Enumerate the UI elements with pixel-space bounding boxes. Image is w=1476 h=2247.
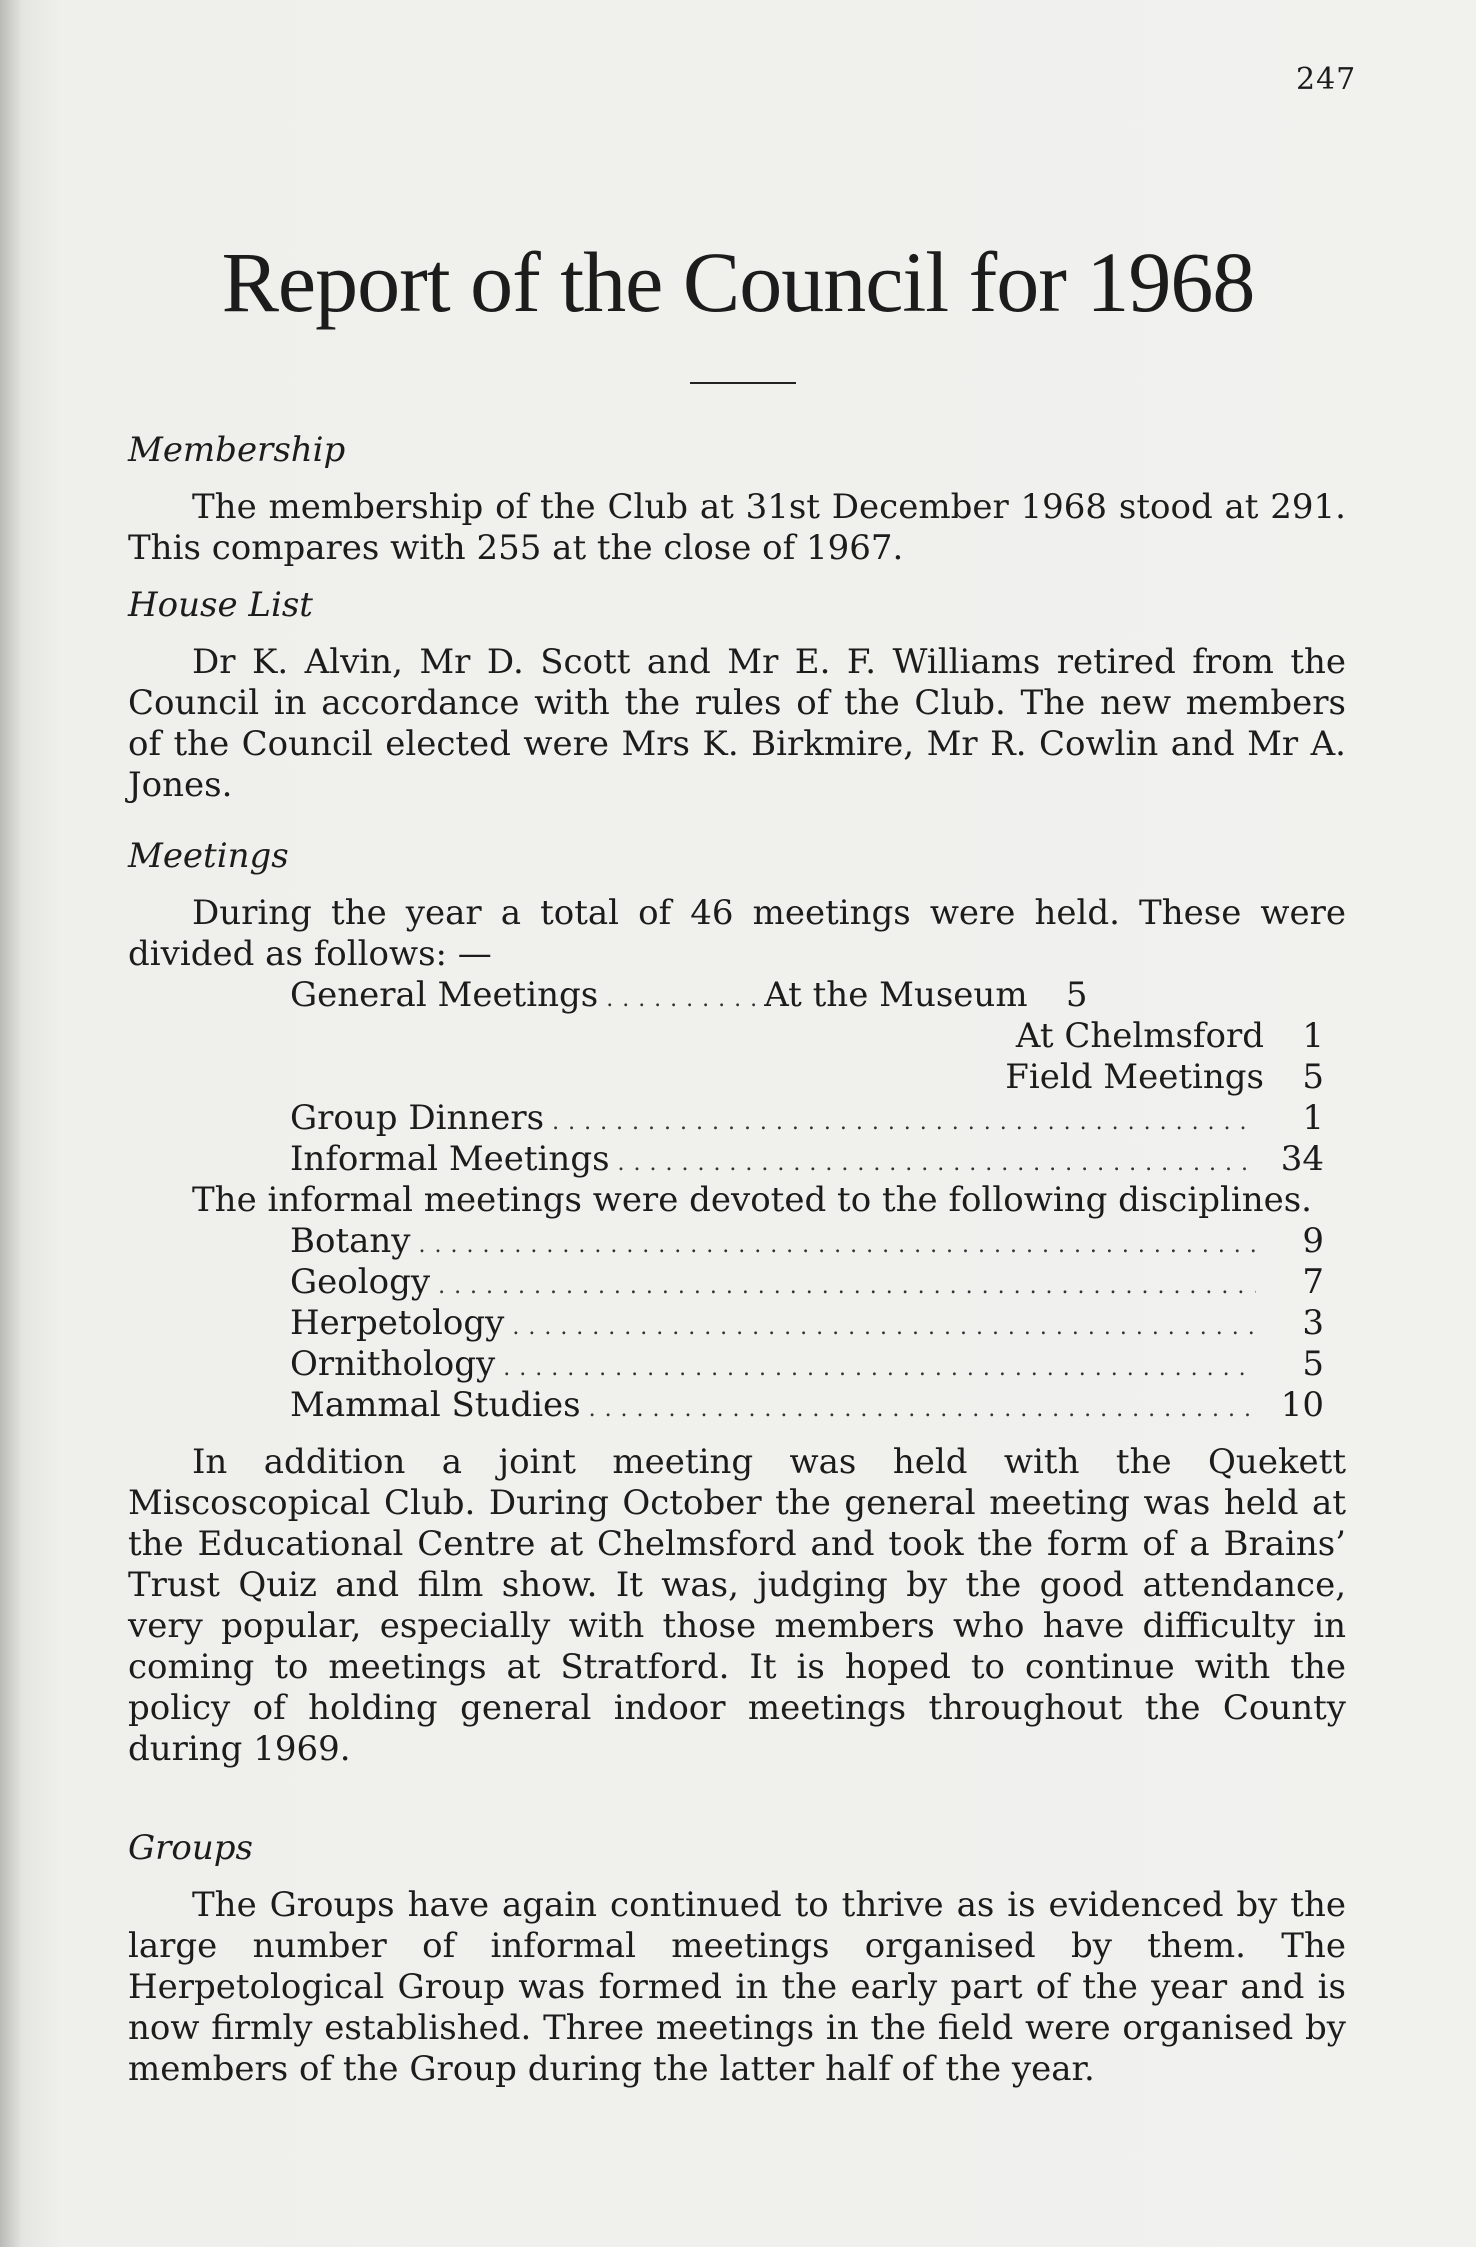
discipline-label: Herpetology <box>290 1303 505 1343</box>
meeting-location-label: At Chelmsford <box>1015 1016 1264 1056</box>
table-row <box>290 1098 1324 1139</box>
disciplines-intro-paragraph: The informal meetings were devoted to the following disciplines. <box>192 1180 1312 1220</box>
house-list-paragraph: Dr K. Alvin, Mr D. Scott and Mr E. F. Williams retired from the Council in accordance with the rules of the Club. The new members of the Council elected were Mrs K. Birkmire, Mr R. Cowlin and Mr A. Jones. <box>128 642 1346 805</box>
dot-leader <box>589 1389 1256 1430</box>
discipline-count: 3 <box>1302 1303 1324 1343</box>
meeting-count: 34 <box>1280 1139 1324 1179</box>
table-row <box>290 975 1324 1016</box>
groups-paragraph: The Groups have again continued to thrive as is evidenced by the large number of informal meetings organised by them. The Herpetological Group was formed in the early part of the year and is now firmly established. Three meetings in the field were organised by members of the Group during the latter half of the year. <box>128 1885 1346 2089</box>
disciplines-table <box>290 1221 1324 1426</box>
discipline-count: 10 <box>1280 1385 1324 1425</box>
groups-heading: Groups <box>128 1828 253 1868</box>
page-title: Report of the Council for 1968 <box>221 234 1255 330</box>
house-list-heading: House List <box>128 585 313 625</box>
meetings-heading: Meetings <box>128 836 289 876</box>
meeting-type-label: Group Dinners <box>290 1098 545 1138</box>
table-row <box>290 1221 1324 1262</box>
meeting-type-label: Informal Meetings <box>290 1139 610 1179</box>
meeting-count: 1 <box>1302 1098 1324 1138</box>
table-row <box>290 1016 1324 1057</box>
dot-leader <box>618 1143 1256 1184</box>
meetings-closing-paragraph: In addition a joint meeting was held with the Quekett Miscoscopical Club. During October the general meeting was held at the Educational Centre at Chelmsford and took the form of a Brains’ Trust Quiz and film show. It was, judging by the good attendance, very popular, especially with those members who have difficulty in coming to meetings at Stratford. It is hoped to continue with the policy of holding general indoor meetings throughout the County during 1969. <box>128 1442 1346 1769</box>
meetings-breakdown-table <box>290 975 1324 1180</box>
table-row <box>290 1139 1324 1180</box>
membership-paragraph: The membership of the Club at 31st December 1968 stood at 291. This compares with 255 at the close of 1967. <box>128 487 1346 568</box>
discipline-label: Ornithology <box>290 1344 496 1384</box>
meeting-location-label: Field Meetings <box>1005 1057 1264 1097</box>
dot-leader <box>419 1225 1257 1266</box>
dot-leader <box>606 979 756 1020</box>
discipline-label: Geology <box>290 1262 431 1302</box>
meeting-count: 1 <box>1302 1016 1324 1056</box>
discipline-count: 7 <box>1302 1262 1324 1302</box>
meetings-intro-paragraph: During the year a total of 46 meetings were held. These were divided as follows: — <box>128 893 1346 974</box>
dot-leader <box>552 1102 1256 1143</box>
title-rule <box>690 382 796 384</box>
page-number: 247 <box>1296 62 1357 97</box>
discipline-count: 5 <box>1302 1344 1324 1384</box>
dot-leader <box>512 1307 1256 1348</box>
discipline-count: 9 <box>1302 1221 1324 1261</box>
dot-leader <box>503 1348 1256 1389</box>
meeting-type-label: General Meetings <box>290 975 599 1015</box>
meeting-count: 5 <box>1302 1057 1324 1097</box>
table-row <box>290 1303 1324 1344</box>
discipline-label: Botany <box>290 1221 411 1261</box>
meeting-count: 5 <box>1065 975 1088 1015</box>
table-row <box>290 1262 1324 1303</box>
table-row <box>290 1344 1324 1385</box>
membership-heading: Membership <box>128 430 346 470</box>
table-row <box>290 1385 1324 1426</box>
dot-leader <box>438 1266 1256 1307</box>
discipline-label: Mammal Studies <box>290 1385 581 1425</box>
report-body <box>128 430 1346 2090</box>
meeting-location-label: At the Museum <box>764 975 1028 1015</box>
table-row <box>290 1057 1324 1098</box>
